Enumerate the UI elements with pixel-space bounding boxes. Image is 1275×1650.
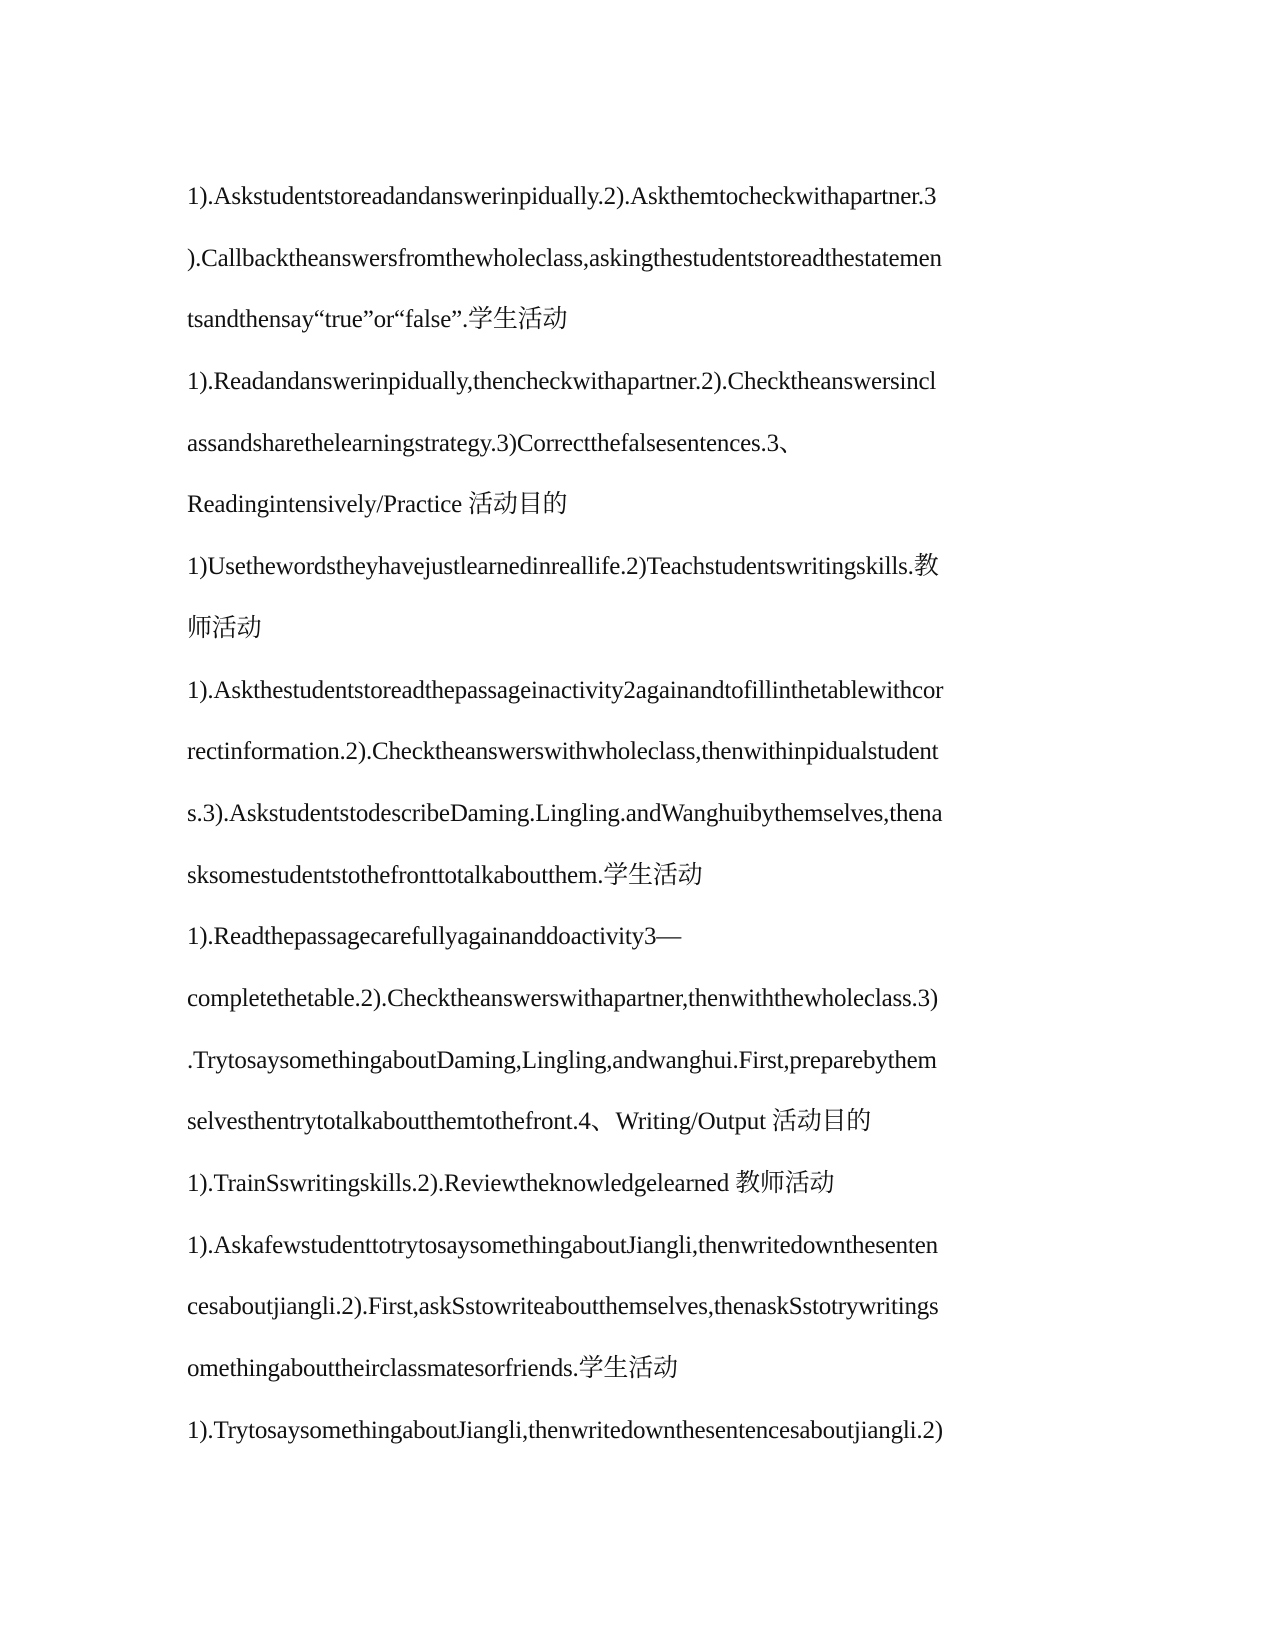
text-line: 1).AskafewstudenttotrytosaysomethingaboutJiangli,thenwritedownthesenten bbox=[187, 1231, 938, 1259]
text-line: .TrytosaysomethingaboutDaming,Lingling,andwanghui.First,preparebythem bbox=[187, 1046, 937, 1074]
text-line: 1).TrainSswritingskills.2).Reviewtheknowledgelearned 教师活动 bbox=[187, 1170, 835, 1197]
text-line: assandsharethelearningstrategy.3)Correctthefalsesentences.3、 bbox=[187, 429, 804, 457]
text-line: cesaboutjiangli.2).First,askSstowriteaboutthemselves,thenaskSstotrywritings bbox=[187, 1293, 939, 1321]
text-line: 1).Readandanswerinpidually,thencheckwithapartner.2).Checktheanswersincl bbox=[187, 368, 937, 396]
text-line: 师活动 bbox=[187, 614, 262, 642]
text-line: Readingintensively/Practice 活动目的 bbox=[187, 491, 568, 519]
text-line: sksomestudentstothefronttotalkaboutthem.学生活动 bbox=[187, 861, 703, 889]
text-line: completethetable.2).Checktheanswerswithapartner,thenwiththewholeclass.3) bbox=[187, 984, 938, 1012]
text-line: 1).Askthestudentstoreadthepassageinactivity2againandtofillinthetablewithcor bbox=[187, 676, 944, 704]
text-line: rectinformation.2).Checktheanswerswithwholeclass,thenwithinpidualstudent bbox=[187, 738, 939, 766]
text-line: 1).Readthepassagecarefullyagainanddoactivity3— bbox=[187, 923, 682, 951]
text-line: tsandthensay“true”or“false”.学生活动 bbox=[187, 306, 568, 334]
text-line: s.3).AskstudentstodescribeDaming.Lingling.andWanghuibythemselves,thena bbox=[187, 799, 943, 827]
text-line: omethingabouttheirclassmatesorfriends.学生活动 bbox=[187, 1355, 678, 1383]
text-line: ).Callbacktheanswersfromthewholeclass,askingthestudentstoreadthestatemen bbox=[187, 244, 942, 272]
text-line: 1)Usethewordstheyhavejustlearnedinreallife.2)Teachstudentswritingskills.教 bbox=[187, 553, 939, 581]
body-text bbox=[187, 166, 1092, 1461]
text-line: 1).TrytosaysomethingaboutJiangli,thenwritedownthesentencesaboutjiangli.2) bbox=[187, 1416, 943, 1444]
text-line: selvesthentrytotalkaboutthemtothefront.4、Writing/Output 活动目的 bbox=[187, 1108, 872, 1136]
text-line: 1).Askstudentstoreadandanswerinpidually.2).Askthemtocheckwithapartner.3 bbox=[187, 183, 937, 210]
